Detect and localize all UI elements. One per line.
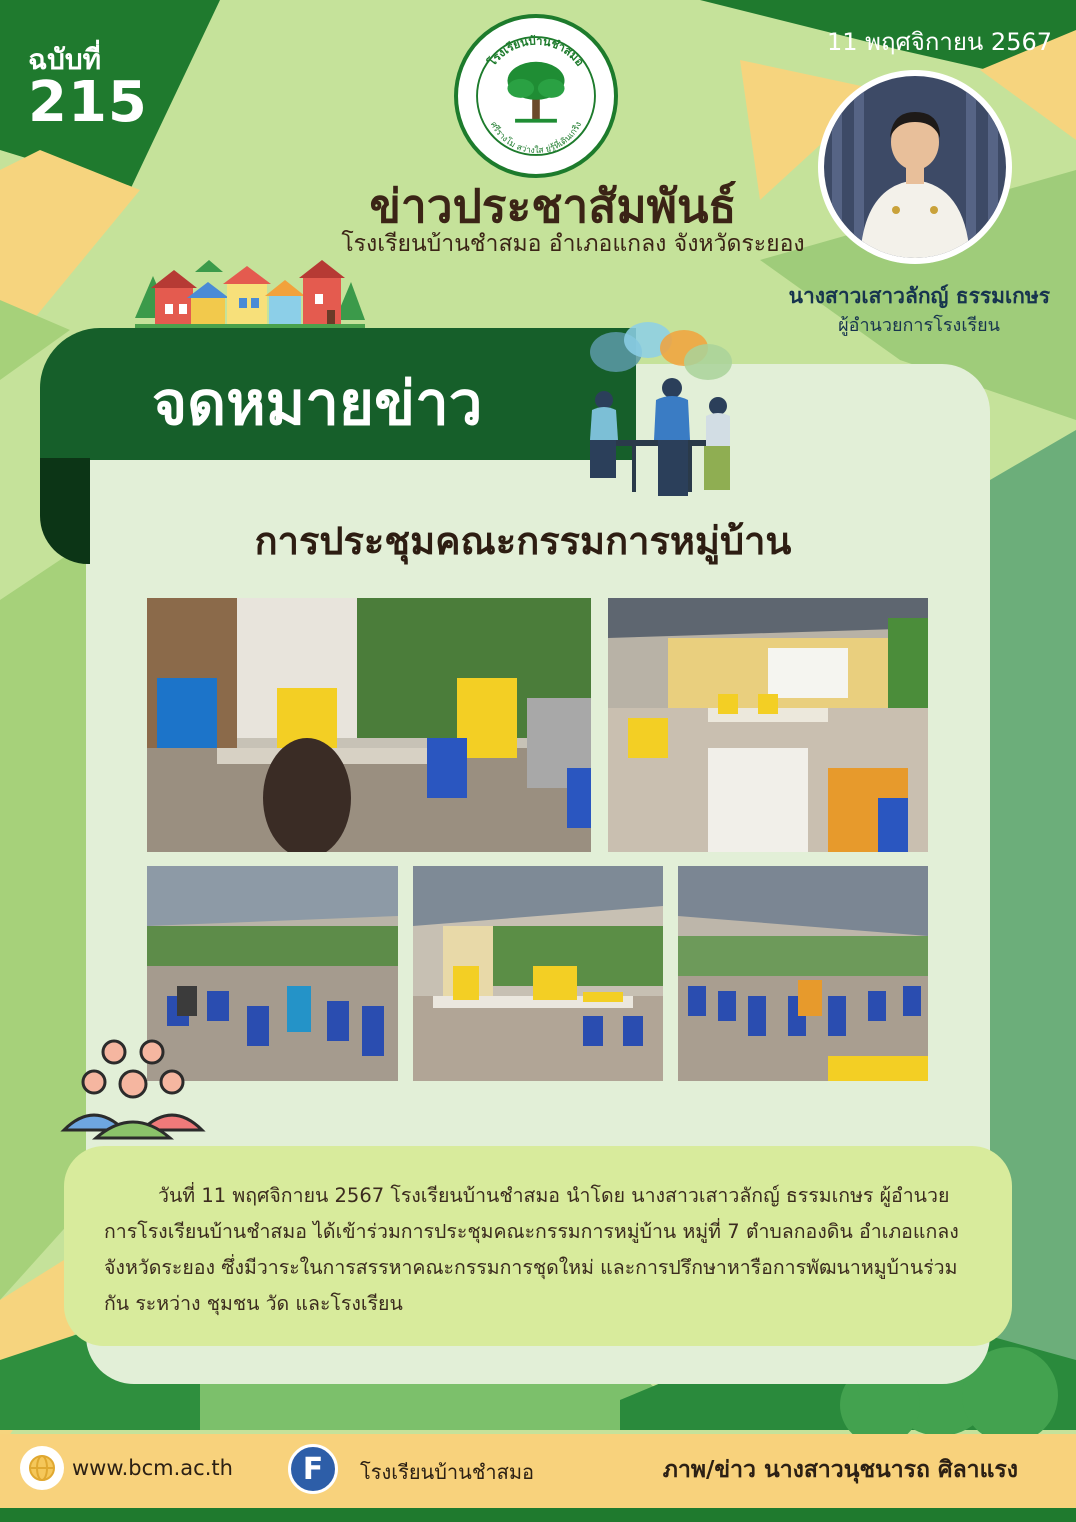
meeting-photo-4 [413,866,663,1081]
photo-credit: ภาพ/ข่าว นางสาวนุชนารถ ศิลาแรง [662,1457,1018,1483]
school-logo [454,14,618,178]
meeting-illustration [562,318,762,508]
director-portrait [818,70,1012,264]
issue-number: 215 [28,70,148,135]
page-subtitle: โรงเรียนบ้านชำสมอ อำเภอแกลง จังหวัดระยอง [341,231,805,257]
article-body: วันที่ 11 พฤศจิกายน 2567 โรงเรียนบ้านชำสมอ นำโดย นางสาวเสาวลักญ์ ธรรมเกษร ผู้อำนวยการโรงเรียนบ้านชำสมอ ได้เข้าร่วมการประชุมคณะกรรมการหมู่บ้าน หมู่ที่ 7 ตำบลกองดิน อำเภอแกลง จังหวัดระยอง ซึ่งมีวาระในการสรรหาคณะกรรมการชุดใหม่ และการปรึกษาหารือการพัฒนาหมูบ้านร่วมกัน ระหว่าง ชุมชน วัด และโรงเรียน [104,1184,959,1315]
page-title: ข่าวประชาสัมพันธ์ [369,179,737,233]
banner-label: จดหมายข่าว [152,369,483,439]
globe-icon [20,1446,64,1490]
footer-bottom-bar [0,1508,1076,1522]
houses-illustration [135,258,365,330]
group-icon [58,1030,218,1150]
issue-label: ฉบับที่ [28,43,102,76]
publication-date: 11 พฤศจิกายน 2567 [827,28,1052,56]
facebook-icon[interactable]: F [288,1444,338,1494]
meeting-photo-1 [147,598,591,852]
director-name: นางสาวเสาวลักญ์ ธรรมเกษร [788,284,1050,308]
article-body-box [64,1146,1012,1346]
logo-motto: ศรีรางโม สว่างใส ยู่รู้ที่เดินเกริง [487,120,585,157]
website-link[interactable]: www.bcm.ac.th [72,1456,233,1480]
facebook-page-link[interactable]: โรงเรียนบ้านชำสมอ [360,1460,535,1484]
tree-icon [507,62,564,123]
article-headline: การประชุมคณะกรรมการหมู่บ้าน [254,519,792,563]
meeting-photo-5 [678,866,928,1081]
footer [0,1434,1076,1508]
logo-text: โรงเรียนบ้านชำสมอ [484,33,588,69]
issue-block [0,0,230,190]
director-role: ผู้อำนวยการโรงเรียน [838,315,1000,336]
svg-text:ศรีรางโม สว่างใส ยู่รู้ที่เดิน [488,120,584,156]
meeting-photo-2 [608,598,928,852]
